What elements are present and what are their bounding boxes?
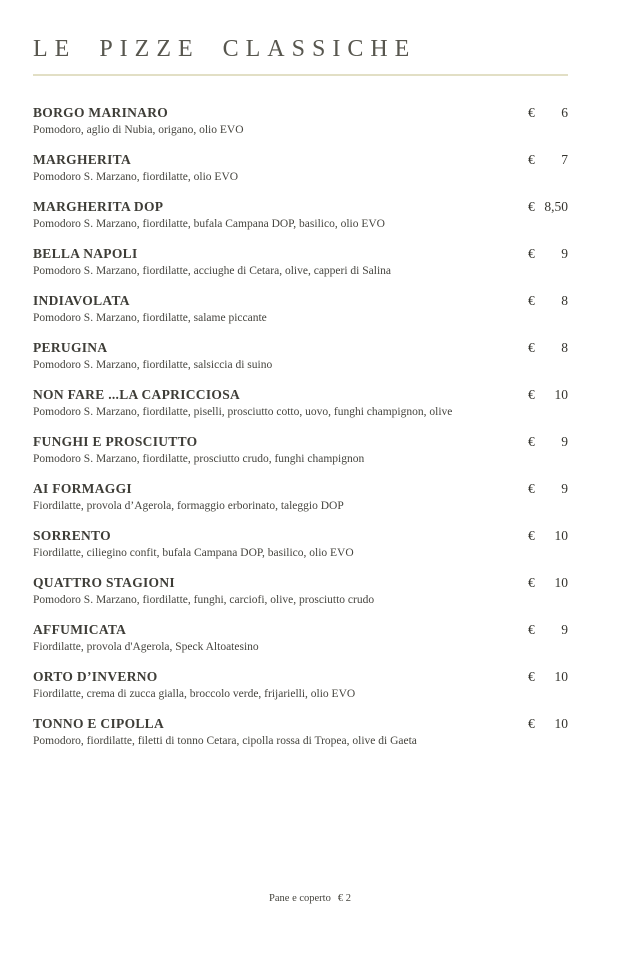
item-price [528, 245, 568, 262]
price-value: 8 [561, 293, 568, 308]
currency-symbol: € [528, 387, 535, 402]
item-name: INDIAVOLATA [33, 293, 130, 308]
page-title: LE PIZZE CLASSICHE [33, 36, 417, 62]
price-value: 10 [554, 528, 568, 543]
item-price [528, 198, 568, 215]
item-name: MARGHERITA DOP [33, 199, 164, 214]
item-price [528, 151, 568, 168]
menu-item [33, 104, 568, 137]
item-description: Pomodoro S. Marzano, fiordilatte, funghi, carciofi, olive, prosciutto crudo [33, 594, 375, 606]
currency-symbol: € [528, 669, 535, 684]
currency-symbol: € [528, 340, 535, 355]
currency-symbol: € [528, 105, 535, 120]
item-description: Fiordilatte, ciliegino confit, bufala Campana DOP, basilico, olio EVO [33, 547, 354, 559]
item-name: PERUGINA [33, 340, 108, 355]
menu-item [33, 433, 568, 466]
item-description: Pomodoro S. Marzano, fiordilatte, acciughe di Cetara, olive, capperi di Salina [33, 265, 391, 277]
price-value: 9 [561, 434, 568, 449]
item-price [528, 574, 568, 591]
item-name: FUNGHI E PROSCIUTTO [33, 434, 198, 449]
item-name: AI FORMAGGI [33, 481, 132, 496]
item-price [528, 433, 568, 450]
item-name: MARGHERITA [33, 152, 132, 167]
item-price [528, 621, 568, 638]
item-name: BELLA NAPOLI [33, 246, 138, 261]
menu-item [33, 386, 568, 419]
item-description: Pomodoro S. Marzano, fiordilatte, olio EVO [33, 171, 239, 183]
title-divider [33, 74, 568, 76]
menu-item [33, 339, 568, 372]
menu-item [33, 292, 568, 325]
item-price [528, 104, 568, 121]
item-description: Fiordilatte, provola d’Agerola, formaggio erborinato, taleggio DOP [33, 500, 344, 512]
item-description: Pomodoro S. Marzano, fiordilatte, bufala Campana DOP, basilico, olio EVO [33, 218, 385, 230]
price-value: 10 [554, 669, 568, 684]
item-name: SORRENTO [33, 528, 111, 543]
item-name: QUATTRO STAGIONI [33, 575, 175, 590]
item-price [528, 480, 568, 497]
currency-symbol: € [528, 575, 535, 590]
currency-symbol: € [528, 434, 535, 449]
item-name: AFFUMICATA [33, 622, 127, 637]
cover-charge-note [0, 893, 620, 904]
item-description: Pomodoro S. Marzano, fiordilatte, prosciutto crudo, funghi champignon [33, 453, 365, 465]
item-name: BORGO MARINARO [33, 105, 169, 120]
currency-symbol: € [528, 293, 535, 308]
cover-charge-text: Pane e coperto [269, 893, 331, 904]
item-description: Pomodoro S. Marzano, fiordilatte, salsiccia di suino [33, 359, 273, 371]
currency-symbol: € [528, 152, 535, 167]
menu-item [33, 527, 568, 560]
price-value: 9 [561, 481, 568, 496]
price-value: 10 [554, 716, 568, 731]
price-value: 8 [561, 340, 568, 355]
currency-symbol: € [528, 481, 535, 496]
item-price [528, 386, 568, 403]
price-value: 8,50 [544, 199, 568, 214]
item-price [528, 715, 568, 732]
item-description: Pomodoro S. Marzano, fiordilatte, piselli, prosciutto cotto, uovo, funghi champignon, olive [33, 406, 453, 418]
menu-item [33, 668, 568, 701]
price-value: 6 [561, 105, 568, 120]
price-value: 9 [561, 622, 568, 637]
item-price [528, 527, 568, 544]
item-description: Fiordilatte, crema di zucca gialla, broccolo verde, frijarielli, olio EVO [33, 688, 356, 700]
price-value: 7 [561, 152, 568, 167]
menu-item-list [33, 104, 568, 748]
menu-item [33, 621, 568, 654]
menu-item [33, 245, 568, 278]
cover-charge-price: € 2 [337, 893, 351, 904]
price-value: 10 [554, 575, 568, 590]
item-price [528, 668, 568, 685]
item-description: Pomodoro S. Marzano, fiordilatte, salame piccante [33, 312, 267, 324]
price-value: 10 [554, 387, 568, 402]
currency-symbol: € [528, 622, 535, 637]
currency-symbol: € [528, 716, 535, 731]
item-price [528, 339, 568, 356]
menu-item [33, 480, 568, 513]
item-description: Fiordilatte, provola d'Agerola, Speck Altoatesino [33, 641, 259, 653]
item-name: NON FARE ...LA CAPRICCIOSA [33, 387, 241, 402]
currency-symbol: € [528, 246, 535, 261]
menu-item [33, 574, 568, 607]
currency-symbol: € [528, 199, 535, 214]
menu-item [33, 198, 568, 231]
item-name: ORTO D’INVERNO [33, 669, 158, 684]
item-name: TONNO E CIPOLLA [33, 716, 165, 731]
menu-item [33, 151, 568, 184]
item-description: Pomodoro, aglio di Nubia, origano, olio EVO [33, 124, 244, 136]
item-price [528, 292, 568, 309]
item-description: Pomodoro, fiordilatte, filetti di tonno Cetara, cipolla rossa di Tropea, olive di Gaeta [33, 735, 417, 747]
price-value: 9 [561, 246, 568, 261]
menu-item [33, 715, 568, 748]
currency-symbol: € [528, 528, 535, 543]
